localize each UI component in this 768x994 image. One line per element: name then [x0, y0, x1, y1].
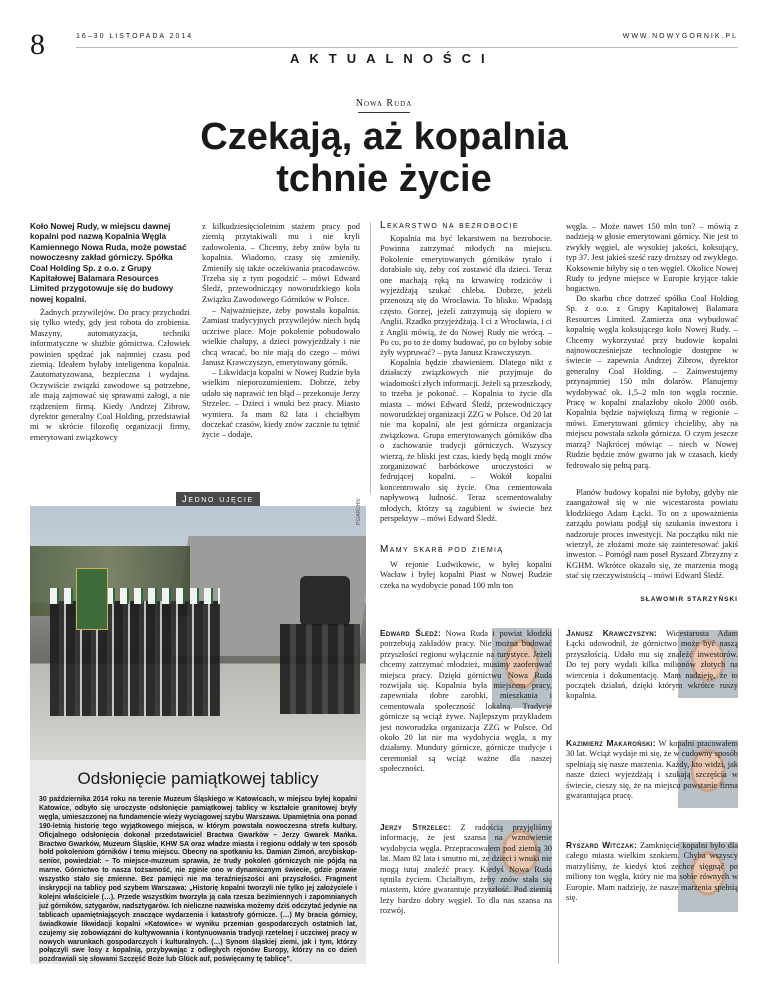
- box-text: 30 października 2014 roku na terenie Muzeum Śląskiego w Katowicach, w miejscu byłej kopalni Katowice, odbyło się uroczyste odsłonięcie pamiątkowej tablicy w kształcie granitowej bryły węgla, umieszczonej na fundamencie wieży wyciągowej szybu Warszawa. Upamiętnia ona ponad 190-letnią historię tego wyjątkowego miejsca, w którym powstała nowoczesna strefa kultury. Oficjalnego odsłonięcia dokonał przedstawiciel Bractwa Gwarków – Jerzy Gwarek Mańka. Bractwo Gwarków, Muzeum Śląskie, KHW SA oraz władze miasta i regionu oddały w ten sposób hołd pokoleniom górników i temu miejscu. Obecny na spotkaniu ks. Damian Zimoń, arcybiskup-senior, powiedział: – To miejsce-muzeum sprawia, że trudy pokoleń górniczych nie pójdą na marne. Górnictwo to nasza tożsamość, nie zginie ono w dynamicznym świecie, gdzie prawie wszystko stało się zmienne. Bez pamięci nie ma teraźniejszości ani przyszłości. Fragment inskrypcji na tablicy pod szybem Warszawa: „Historię kopalni tworzyli nie tylko jej założyciele i kolejni właściciele (…). Przede wszystkim tworzyła ją cała rzesza bezimiennych i zapomnianych już górników, sztygarów, nadsztygarów. Ich nieliczne nazwiska możemy dziś odczytać jedynie na tablicach upamiętniających znaczące wydarzenia i katastrofy górnicze. (…) My bracia górnicy, świadkowie likwidacji kopalni «Katowice» w wyniku przemian gospodarczych ostatnich lat, czujemy się zobowiązani do kultywowania i kontynuowania tradycji rzetelnej i uczciwej pracy w nowych warunkach gospodarczych i kulturalnych. (…) Synom śląskiej ziemi, jak i tym, którzy połączyli swe losy z kopalnią, przybywając z odległych rejonów Europy, którzy na co dzień pozdrawiali się słowami Szczęść Boże lub Glück auf, poświęcamy tę tablicę”.: [39, 796, 357, 964]
- profile-krawczyszyn-name: Janusz Krawczyszyn:: [566, 628, 658, 638]
- profile-sledz-text: Nowa Ruda i powiat kłodzki potrzebują zakładów pracy. Nie można budować przyszłości regionu wyłącznie na turystyce. Jeżeli chcemy zatrzymać młodzież, musimy zaoferować miejsca pracy. Dzięki górnictwu Nowa Ruda rozwijała się. Kopalnia była miejscem pracy, zapewniała dobre zarobki, mieszkania i cementowała społeczność lokalną. Tradycje górnicze są wciąż żywe. Najlepszym przykładem jest noworudzka organizacja ZZG w Polsce. Od około 20 lat nie ma wydobycia węgla, a my działamy. Mundury górnicze, górnicze tradycje i ceremoniał są wciąż ważne dla naszej społeczności.: [380, 629, 552, 774]
- col3-paragraph-2: Kopalnia będzie zbawieniem. Dlatego nikt z działaczy związkowych nie przyjmuje do wiadomości złych informacji. Jeżeli są przeszkody, to trzeba je pokonać. – Kopalnia to życie dla miasta – mówi Edward Śledź, przewodniczący noworudzkiej organizacji ZZG w Polsce. Od 20 lat nie ma kopalni, ale jest górnicza organizacja związkowa. Grupa emerytowanych górników dba o zachowanie tradycji górniczych. Wszyscy wierzą, że bliski jest czas, kiedy będą mogli znów zorganizować barbórkowe uroczystości w fedrującej kopalni. – Wokół kopalni koncentrowało się życie. Ona cementowała napływową ludność. Teraz scementowałaby młodych, którzy są zagubieni w świecie bez perspektyw – mówi Edward Śledź.: [380, 358, 552, 524]
- profile-witczak-text: Zamknięcie kopalni było dla całego miasta wielkim szokiem. Chyba wszyscy marzyliśmy, że kiedyś ktoś zechce sięgnąć po miliony ton węgla, który nie ma sobie równych w Europie. Mam nadzieję, że nasze marzenia spełnią się.: [566, 841, 738, 903]
- profile-witczak-name: Ryszard Witczak:: [566, 840, 638, 850]
- col2-paragraph-3: – Likwidacja kopalni w Nowej Rudzie była wielkim nieporozumieniem. Dobrze, żeby udało się naprawić ten błąd – przekonuje Jerzy Strzelec. – Dzieci i wnuki bez pracy. Miasto wymiera. Ja mam 82 lata i chciałbym doczekać czasów, kiedy znów zacznie tu tętnić życie – dodaje.: [202, 368, 360, 440]
- memorial-plaque: [300, 576, 350, 626]
- profile-sledz-name: Edward Śledź:: [380, 628, 442, 638]
- column-rule: [370, 222, 371, 494]
- profile-krawczyszyn-text: Wicestarosta Adam Łącki udowodnił, że górnictwo może być naszą przyszłością. Udało mu się znaleźć inwestorów. Do tej pory wydali kilka milionów złotych na wiercenia i dokumentację. Mam nadzieję, że to początek działań, dzięki którym wkrótce ruszy kopalnia.: [566, 629, 738, 701]
- col2-paragraph-2: – Najważniejsze, żeby powstała kopalnia. Zamiast tradycyjnych przywilejów niech będą uczciwe place. Moje pokolenie pobudowało wielkie chałupy, a dzieci powyjeżdżały i nie chcą wracać, bo nie mają do czego – mówi Janusz Krawczyszyn, emerytowany górnik.: [202, 306, 360, 368]
- box-title: Odsłonięcie pamiątkowej tablicy: [77, 769, 319, 788]
- header-rule: [76, 47, 738, 48]
- article-title-line2: tchnie życie: [276, 158, 492, 200]
- author: SŁAWOMIR STARZYŃSKI: [640, 596, 738, 603]
- memorial-box: [30, 760, 366, 964]
- profile-makaronski: [566, 738, 738, 801]
- profile-strzelec-name: Jerzy Strzelec:: [380, 822, 451, 832]
- profile-sledz: [380, 628, 552, 775]
- section-heading: AKTUALNOŚCI: [290, 51, 495, 66]
- profile-strzelec-text: Z radością przyjęliśmy informację, że jest szansa na wznowienie wydobycia węgla. Przepracowałem pod ziemią 30 lat. Mam 82 lata i smutno mi, że dzieci i wnuki nie mogą tutaj znaleźć pracy. Kiedyś Nowa Ruda tętniła życiem. Chciałbym, żeby znów stała się miastem, które gwarantuje przyszłość. Pod ziemią leży bardzo dobry węgiel. To dla nas szansa na rozwój.: [380, 823, 552, 916]
- subheading-lekarstwo: Lekarstwo na bezrobocie: [380, 220, 519, 231]
- issue-date: 16–30 LISTOPADA 2014: [76, 33, 194, 40]
- honor-guard: [280, 624, 360, 714]
- profiles-rule: [558, 628, 559, 964]
- col4-paragraph-3: Planów budowy kopalni nie byłoby, gdyby nie zaangażował się w nie wicestarosta powiatu kłodzkiego Adam Łącki. To on z upoważnienia zarządu powiatu podjął się szukania inwestora i nadzoruje proces inwestycji. Na początku nikt nie wierzył, że złożami może się zainteresować jakiś inwestor. – Pomógł nam poseł Ryszard Zbrzyzny z KGHM. Wkrótce okazało się, że marzenia mogą stać się rzeczywistością – mówi Edward Śledź.: [566, 488, 738, 581]
- article-title-line1: Czekają, aż kopalnia: [200, 116, 568, 158]
- photo-label: Jedno ujęcie: [176, 492, 260, 507]
- ceremony-photo: [30, 506, 366, 760]
- article-location: Nowa Ruda: [355, 98, 413, 109]
- profile-strzelec: [380, 822, 552, 917]
- website[interactable]: WWW.NOWYGORNIK.PL: [622, 33, 738, 40]
- col4-paragraph-2: Do skarbu chce dotrzeć spółka Coal Holding Sp. z o.o. z Grupy Kapitałowej Balamara Resources Limited. Zamierza ona wybudować kopalnię węgla koksującego koło Nowej Rudy. – Chcemy wykorzystać przy budowie kopalni najnowocześniejsze technologie dostępne w świecie – zapewnia Andrzej Zibrow, dyrektor generalny Coal Holding. – Zainwestujemy przynajmniej 150 mln dolarów. Planujemy wydobywać ok. 1,5–2 mln ton węgla rocznie. Pracę w kopalni znalazłoby około 2000 osób. Kopalnia będzie największą firmą w regionie – mówi. Emerytowani górnicy chcieliby, aby na miejscu powstała szkoła górnicza. O czym jeszcze marzą? Najkrócej mówiąc – niech w Nowej Rudzie będzie znów gwarno jak w czasach, kiedy fedrowało się pełną parą.: [566, 294, 738, 470]
- col1-paragraph: Żadnych przywilejów. Do pracy przychodzi się tylko wtedy, gdy jest robota do zrobienia. Maszyny, automatyzacja, techniki informatyczne w służbie górnictwa. Człowiek powinien spędzać jak najmniej czasu pod ziemią. Ideałem byłaby inteligentna kopalnia. Zautomatyzowana, bezpieczna i wydajna. Oczywiście związki zawodowe są potrzebne, ale mają zajmować się sprawami załogi, a nie rządzeniem firmą. Kiedy Andrzej Zibrow, dyrektor generalny Coal Holding, przedstawiał mi w skrócie filozofię organizacji firmy, emerytowani związkowcy: [30, 308, 190, 442]
- location-rule: [358, 112, 410, 113]
- profile-witczak: [566, 840, 738, 903]
- col3-paragraph-3: W rejonie Ludwikowic, w byłej kopalni Wacław i byłej kopalni Piast w Nowej Rudzie czeka na wydobycie ponad 100 mln ton: [380, 560, 552, 590]
- col4-paragraph-1: węgla. – Może nawet 150 mln ton? – mówią z nadzieją w głosie emerytowani górnicy. Nie jest to zwykły węgiel, ale wysokiej jakości, koksujący, typ 37. Jest jakieś sześć razy droższy od zwykłego. Koksownie biłyby się o ten węgiel. Okolice Nowej Rudy to jedyne miejsce w Europie kryjące takie bogactwo.: [566, 222, 738, 294]
- page-number: 8: [30, 28, 45, 61]
- profile-makaronski-name: Kazimierz Makaroński:: [566, 738, 656, 748]
- col2-paragraph-1: z kilkudziesięcioletnim stażem pracy pod ziemią przytakiwali mu i nie kryli zadowolenia. – Chcemy, żeby znów była tu kopalnia. Wiadomo, czasy się zmieniły. Zmieniły się także oczekiwania pracodawców. Trzeba się z tym pogodzić – mówi Edward Śledź, przewodniczący noworudzkiego koła Związku Zawodowego Górników w Polsce.: [202, 222, 360, 304]
- subheading-skarb: Mamy skarb pod ziemią: [380, 544, 504, 555]
- profile-krawczyszyn: [566, 628, 738, 702]
- photo-credit: PS/ARCHIV: [356, 498, 362, 525]
- banner: [76, 568, 108, 630]
- col3-paragraph-1: Kopalnia ma być lekarstwem na bezrobocie. Powinna zatrzymać młodych na miejscu. Pokolenie emerytowanych górników tyrało i dorabiało się, żeby coś zostawić dla dzieci. Teraz one machają ręką na krwawicę rodziców i wyjeżdżają szukać chleba. Dobrze, jeżeli przenoszą się do Wrocławia. To blisko. Wpadają często. Gorzej, jeżeli zatrzymują się dopiero w Anglii. Rzadko przyjeżdżają. I ci z Wrocławia, i ci z Anglii mówią, że do Nowej Rudy nie wrócą. – Po co, po to że domy budować, po co byłoby sobie żyły wypruwać? – pyta Janusz Krawczyszyn.: [380, 234, 552, 358]
- profile-makaronski-text: W kopalni pracowałem 30 lat. Wciąż wydaje mi się, że w cudowny sposób spełniają się nasze marzenia. Każdy, kto widzi, jak nasze dzieci wyjeżdżają i szukają szczęścia w świecie, cieszy się, że na miejscu powstanie firma gwarantująca pracę.: [566, 739, 738, 801]
- article-lead: Koło Nowej Rudy, w miejscu dawnej kopalni pod nazwą Kopalnia Węgla Kamiennego Nowa Ruda, może powstać nowoczesny zakład górniczy. Spółka Coal Holding Sp. z o.o. z Grupy Kapitałowej Balamara Resources Limited przygotowuje się do budowy nowej kopalni.: [30, 222, 187, 304]
